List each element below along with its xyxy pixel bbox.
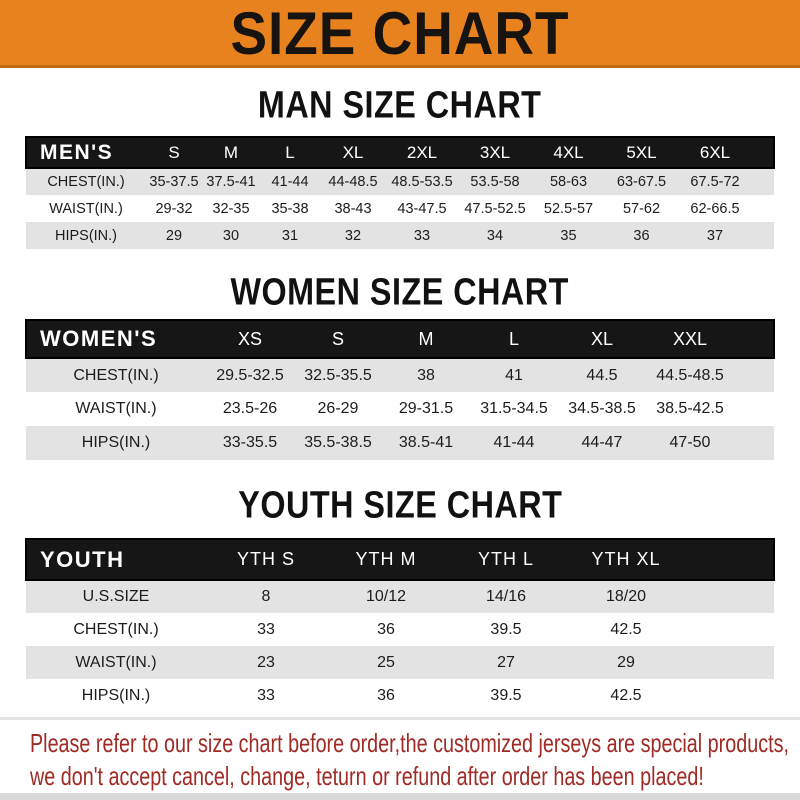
spacer-cell: [734, 392, 774, 426]
table-header-row: [26, 320, 774, 358]
size-column-header: 2XL: [406, 142, 438, 162]
spacer-cell: [686, 679, 774, 712]
table-cell: 35-38: [271, 200, 309, 217]
row-label: HIPS(IN.): [81, 434, 151, 451]
table-row: [26, 168, 774, 195]
table-cell: 25: [377, 653, 395, 671]
spacer-cell: [752, 168, 774, 195]
table-cell: 31: [281, 227, 299, 244]
table-cell: 29: [165, 227, 183, 244]
size-column-header: YTH XL: [591, 549, 661, 569]
table-cell: 42.5: [610, 620, 642, 638]
table-cell: 32.5-35.5: [304, 366, 372, 384]
table-cell: 67.5-72: [690, 174, 740, 190]
table-cell: 33: [413, 227, 431, 244]
table-row: [26, 580, 774, 613]
table-group-label: YOUTH: [40, 546, 125, 572]
table-cell: 23: [257, 653, 275, 671]
bottom-strip: [0, 793, 800, 800]
spacer-cell: [752, 137, 774, 168]
youth-heading-text: YOUTH SIZE CHART: [237, 483, 563, 526]
table-cell: 29: [617, 653, 635, 671]
size-column-header: XS: [237, 328, 262, 349]
size-column-header: M: [223, 142, 239, 162]
size-column-header: XL: [590, 328, 614, 349]
row-label: WAIST(IN.): [75, 653, 157, 671]
table-cell: 35-37.5: [149, 174, 199, 190]
table-row: [26, 613, 774, 646]
size-column-header: XXL: [672, 328, 708, 349]
table-cell: 43-47.5: [397, 200, 447, 217]
size-column-header: YTH S: [236, 549, 295, 569]
table-cell: 8: [261, 588, 271, 605]
size-column-header: YTH L: [477, 549, 534, 569]
table-cell: 29-31.5: [398, 400, 454, 417]
table-cell: 26-29: [317, 400, 359, 417]
women-heading-text: WOMEN SIZE CHART: [230, 270, 570, 313]
women-section: [0, 270, 800, 460]
table-cell: 44-48.5: [328, 174, 378, 190]
table-row: [26, 358, 774, 392]
men-heading-text: MAN SIZE CHART: [258, 83, 542, 126]
table-cell: 47.5-52.5: [464, 200, 526, 217]
table-cell: 34: [486, 227, 504, 244]
table-cell: 33: [257, 620, 275, 638]
table-cell: 41-44: [493, 434, 535, 451]
size-column-header: M: [418, 328, 434, 349]
spacer-cell: [686, 539, 774, 580]
table-cell: 33-35.5: [222, 434, 278, 451]
table-row: [26, 426, 774, 460]
row-label: WAIST(IN.): [49, 200, 123, 217]
spacer-cell: [734, 358, 774, 392]
table-row: [26, 222, 774, 249]
table-cell: 39.5: [490, 620, 522, 638]
table-row: [26, 392, 774, 426]
table-cell: 44.5-48.5: [656, 366, 724, 384]
spacer-cell: [734, 320, 774, 358]
table-cell: 29-32: [155, 200, 193, 217]
women-size-table: [25, 319, 775, 460]
spacer-cell: [686, 613, 774, 646]
size-column-header: S: [168, 142, 180, 162]
table-cell: 34.5-38.5: [568, 400, 636, 417]
spacer-cell: [734, 426, 774, 460]
table-cell: 36: [633, 227, 650, 244]
table-cell: 63-67.5: [616, 174, 667, 190]
row-label: U.S.SIZE: [82, 588, 150, 605]
table-cell: 38-43: [334, 200, 372, 217]
table-group-label: MEN'S: [40, 140, 114, 164]
table-cell: 38.5-41: [398, 434, 454, 451]
table-cell: 38: [417, 366, 435, 384]
youth-section-heading: [0, 483, 800, 526]
table-cell: 44.5: [586, 366, 618, 384]
spacer-cell: [752, 195, 774, 222]
men-size-table: [25, 136, 775, 249]
table-cell: 18/20: [605, 588, 647, 605]
size-column-header: 3XL: [479, 142, 511, 162]
table-cell: 57-62: [622, 200, 661, 217]
table-cell: 10/12: [365, 588, 407, 605]
table-cell: 36: [377, 620, 395, 638]
table-group-label: WOMEN'S: [40, 326, 158, 351]
row-label: WAIST(IN.): [75, 400, 157, 417]
table-cell: 33: [257, 686, 275, 704]
table-cell: 41: [505, 366, 523, 384]
table-cell: 58-63: [549, 174, 588, 190]
size-chart-banner: [0, 0, 800, 68]
table-cell: 48.5-53.5: [391, 174, 453, 190]
row-label: CHEST(IN.): [47, 174, 125, 190]
table-cell: 29.5-32.5: [216, 366, 284, 384]
size-column-header: YTH M: [355, 549, 417, 569]
table-cell: 37.5-41: [206, 174, 256, 190]
table-header-row: [26, 539, 774, 580]
youth-section: [0, 483, 800, 712]
size-column-header: L: [508, 328, 519, 349]
disclaimer-note: [0, 720, 800, 793]
table-cell: 23.5-26: [222, 400, 278, 417]
youth-size-table: [25, 538, 775, 712]
spacer-cell: [686, 646, 774, 679]
table-cell: 52.5-57: [543, 200, 594, 217]
table-cell: 14/16: [485, 588, 527, 605]
table-cell: 53.5-58: [470, 174, 520, 190]
row-label: CHEST(IN.): [73, 366, 159, 384]
table-row: [26, 679, 774, 712]
men-section-heading: [0, 83, 800, 126]
table-cell: 42.5: [610, 686, 642, 704]
size-column-header: 6XL: [699, 142, 731, 162]
size-column-header: 4XL: [553, 142, 584, 162]
table-cell: 27: [497, 653, 515, 671]
page-title: SIZE CHART: [230, 0, 570, 67]
table-cell: 35: [560, 227, 577, 244]
row-label: HIPS(IN.): [54, 227, 118, 244]
size-column-header: XL: [342, 142, 364, 162]
table-cell: 32: [344, 227, 362, 244]
table-cell: 32-35: [212, 200, 250, 217]
row-label: HIPS(IN.): [81, 686, 151, 704]
table-row: [26, 646, 774, 679]
table-header-row: [26, 137, 774, 168]
table-cell: 62-66.5: [690, 200, 740, 217]
table-cell: 39.5: [490, 686, 522, 704]
spacer-cell: [686, 580, 774, 613]
table-row: [26, 195, 774, 222]
table-cell: 31.5-34.5: [480, 400, 548, 417]
table-cell: 44-47: [581, 434, 623, 451]
disclaimer-line-1: Please refer to our size chart before order,the customized jerseys are special products,: [30, 728, 789, 758]
table-cell: 47-50: [669, 434, 711, 451]
women-section-heading: [0, 270, 800, 313]
table-cell: 37: [706, 227, 724, 244]
table-cell: 36: [377, 686, 395, 704]
size-column-header: L: [285, 142, 295, 162]
table-cell: 35.5-38.5: [304, 434, 372, 451]
size-column-header: 5XL: [626, 142, 657, 162]
row-label: CHEST(IN.): [73, 620, 159, 638]
men-section: [0, 83, 800, 249]
table-cell: 38.5-42.5: [656, 400, 724, 417]
table-cell: 30: [222, 227, 240, 244]
spacer-cell: [752, 222, 774, 249]
table-cell: 41-44: [271, 174, 309, 190]
disclaimer-line-2: we don't accept cancel, change, teturn or refund after order has been placed!: [30, 761, 704, 791]
size-column-header: S: [331, 328, 344, 349]
